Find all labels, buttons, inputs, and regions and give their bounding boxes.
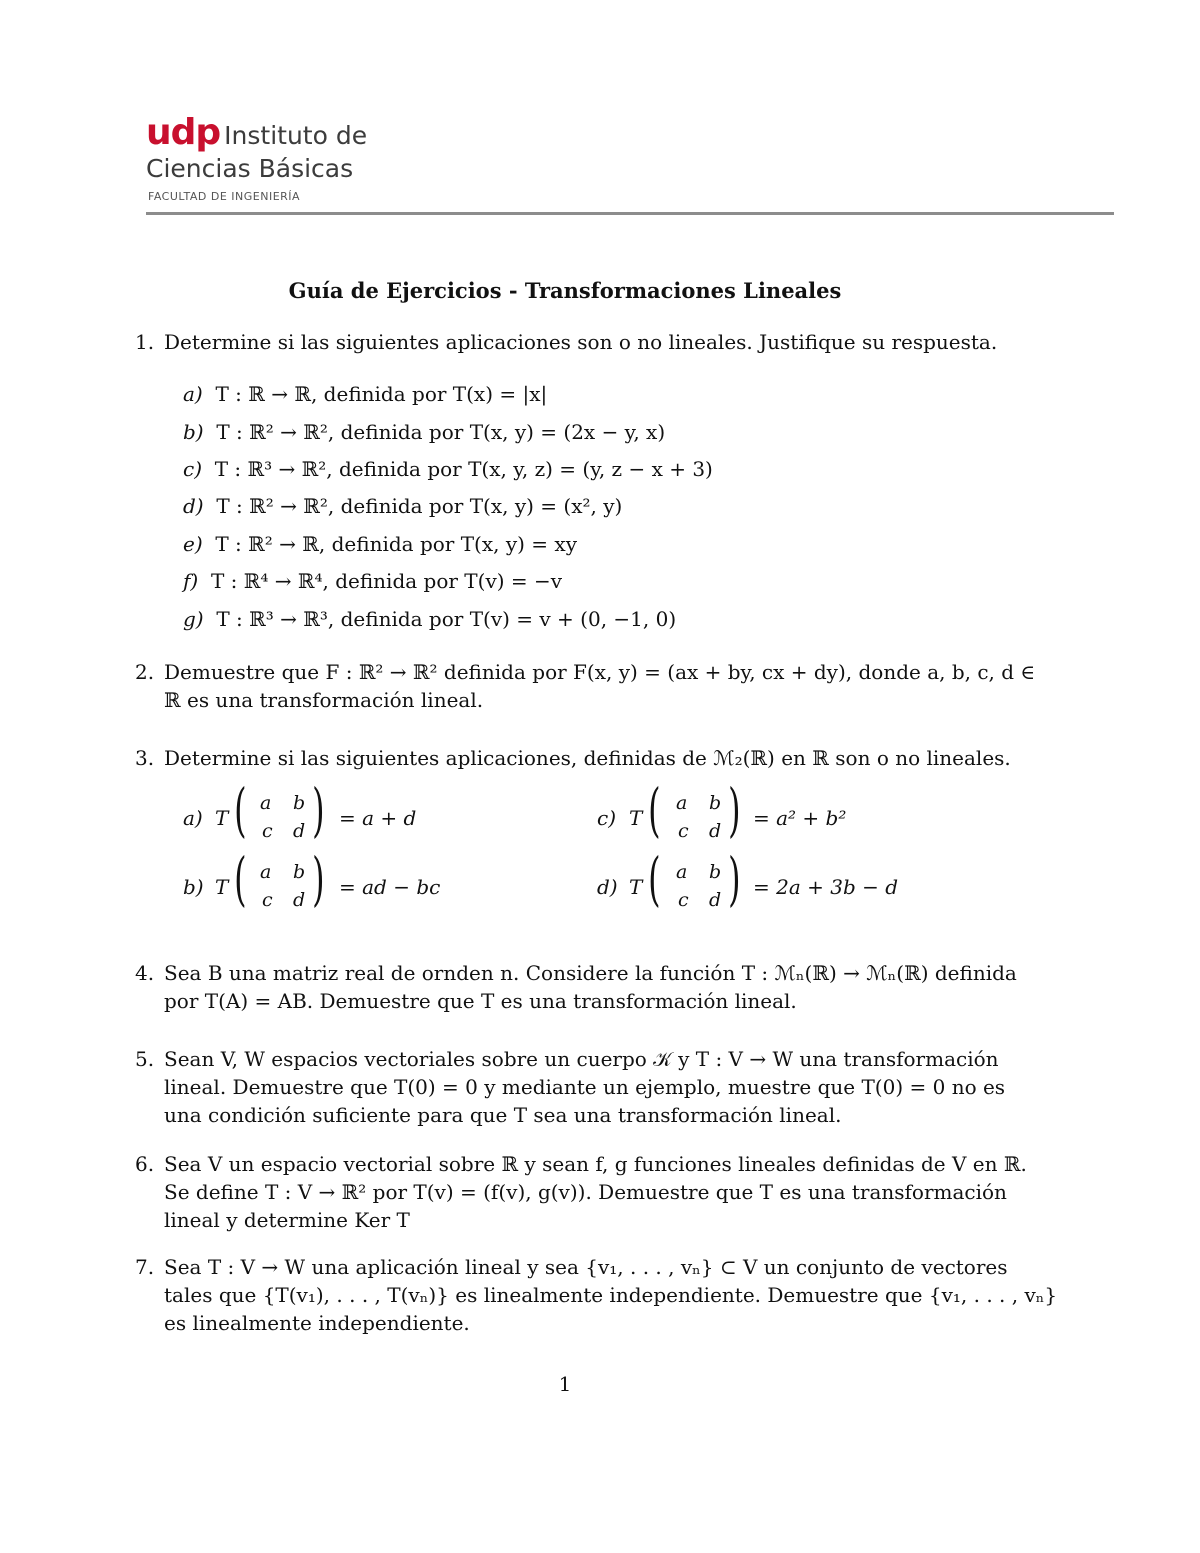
matrix-result: = a² + b² [753, 806, 847, 830]
matrix-result: = ad − bc [339, 875, 441, 899]
page-title: Guía de Ejercicios - Transformaciones Lineales [288, 278, 842, 303]
logo-mark: udp [146, 112, 221, 153]
left-paren: ( [648, 776, 661, 844]
exercise-3-item-b [183, 845, 483, 915]
item-label: e) [183, 532, 203, 556]
exercise-7-line3: es linealmente independiente. [164, 1311, 470, 1335]
item-text: T : ℝ³ → ℝ³, definida por T(v) = v + (0, −1, 0) [216, 607, 677, 631]
matrix-cell: a [260, 861, 272, 883]
matrix-cell: b [709, 861, 722, 883]
matrix-cell: d [293, 820, 306, 842]
logo-line1 [146, 112, 367, 153]
item-label: c) [597, 806, 617, 830]
matrix-cell: d [709, 889, 722, 911]
logo-text-line1: Instituto de [224, 121, 368, 150]
item-label: f) [183, 569, 199, 593]
matrix-cell: c [678, 820, 689, 842]
item-text: T : ℝ² → ℝ, definida por T(x, y) = xy [215, 532, 577, 556]
exercise-5-number: 5. [135, 1047, 155, 1071]
exercise-2-line2: ℝ es una transformación lineal. [164, 688, 484, 712]
exercise-3-text: Determine si las siguientes aplicaciones, definidas de ℳ₂(ℝ) en ℝ son o no lineales. [164, 746, 1011, 770]
right-paren: ) [728, 845, 741, 913]
left-paren: ( [234, 776, 247, 844]
exercise-1-item-g [183, 607, 676, 631]
exercise-6-line3: lineal y determine Ker T [164, 1208, 410, 1232]
exercise-2-line1: Demuestre que F : ℝ² → ℝ² definida por F(x, y) = (ax + by, cx + dy), donde a, b, c, d ∈ [164, 660, 1036, 684]
matrix-result: = a + d [339, 806, 417, 830]
matrix-cell: d [293, 889, 306, 911]
exercise-6-line1: Sea V un espacio vectorial sobre ℝ y sean f, g funciones lineales definidas de V en ℝ. [164, 1152, 1027, 1176]
item-text: T : ℝ → ℝ, definida por T(x) = |x| [215, 382, 548, 406]
map-symbol: T [215, 875, 229, 899]
right-paren: ) [728, 776, 741, 844]
left-paren: ( [234, 845, 247, 913]
matrix-cell: b [293, 792, 306, 814]
exercise-1-item-b [183, 420, 665, 444]
item-text: T : ℝ² → ℝ², definida por T(x, y) = (x², y) [216, 494, 623, 518]
right-paren: ) [312, 845, 325, 913]
exercise-6-line2: Se define T : V → ℝ² por T(v) = (f(v), g(v)). Demuestre que T es una transformación [164, 1180, 1007, 1204]
exercise-3-item-d [597, 845, 917, 915]
map-symbol: T [629, 806, 643, 830]
matrix-cell: d [709, 820, 722, 842]
exercise-1-item-e [183, 532, 577, 556]
item-text: T : ℝ⁴ → ℝ⁴, definida por T(v) = −v [210, 569, 563, 593]
page-number: 1 [558, 1372, 572, 1396]
exercise-1-item-a [183, 382, 547, 406]
matrix-cell: a [676, 861, 688, 883]
item-label: d) [597, 875, 618, 899]
exercise-1-text: Determine si las siguientes aplicaciones son o no lineales. Justifique su respuesta. [164, 330, 998, 354]
exercise-3-number: 3. [135, 746, 155, 770]
exercise-4-number: 4. [135, 961, 155, 985]
matrix-cell: b [709, 792, 722, 814]
matrix-cell: b [293, 861, 306, 883]
matrix-cell: a [676, 792, 688, 814]
matrix-cell: c [262, 820, 273, 842]
matrix-cell: a [260, 792, 272, 814]
item-label: a) [183, 382, 203, 406]
exercise-5-line1: Sean V, W espacios vectoriales sobre un cuerpo 𝒦 y T : V → W una transformación [164, 1047, 999, 1071]
exercise-2-number: 2. [135, 660, 155, 684]
item-label: b) [183, 420, 204, 444]
exercise-3-item-c [597, 776, 917, 846]
exercise-6-number: 6. [135, 1152, 155, 1176]
item-label: d) [183, 494, 204, 518]
exercise-5-line2: lineal. Demuestre que T(0) = 0 y mediante un ejemplo, muestre que T(0) = 0 no es [164, 1075, 1006, 1099]
exercise-7-line2: tales que {T(v₁), . . . , T(vₙ)} es linealmente independiente. Demuestre que {v₁, . . . , vₙ} [164, 1283, 1058, 1307]
item-label: c) [183, 457, 203, 481]
matrix-cell: c [678, 889, 689, 911]
map-symbol: T [215, 806, 229, 830]
item-label: a) [183, 806, 203, 830]
exercise-1-item-d [183, 494, 622, 518]
exercise-4-line2: por T(A) = AB. Demuestre que T es una transformación lineal. [164, 989, 797, 1013]
item-text: T : ℝ² → ℝ², definida por T(x, y) = (2x − y, x) [216, 420, 666, 444]
matrix-result: = 2a + 3b − d [753, 875, 899, 899]
exercise-1-item-f [183, 569, 562, 593]
exercise-5-line3: una condición suficiente para que T sea una transformación lineal. [164, 1103, 842, 1127]
exercise-7-line1: Sea T : V → W una aplicación lineal y sea {v₁, . . . , vₙ} ⊂ V un conjunto de vectores [164, 1255, 1008, 1279]
exercise-3-item-a [183, 776, 483, 846]
exercise-1-item-c [183, 457, 713, 481]
header-divider [146, 212, 1114, 215]
exercise-4-line1: Sea B una matriz real de ornden n. Considere la función T : ℳₙ(ℝ) → ℳₙ(ℝ) definida [164, 961, 1017, 985]
item-text: T : ℝ³ → ℝ², definida por T(x, y, z) = (y, z − x + 3) [214, 457, 713, 481]
right-paren: ) [312, 776, 325, 844]
logo-text-line2: Ciencias Básicas [146, 154, 354, 183]
left-paren: ( [648, 845, 661, 913]
item-label: b) [183, 875, 204, 899]
map-symbol: T [629, 875, 643, 899]
logo-text-line3: FACULTAD DE INGENIERÍA [148, 190, 301, 203]
exercise-1-number: 1. [135, 330, 155, 354]
item-label: g) [183, 607, 204, 631]
exercise-7-number: 7. [135, 1255, 155, 1279]
matrix-cell: c [262, 889, 273, 911]
